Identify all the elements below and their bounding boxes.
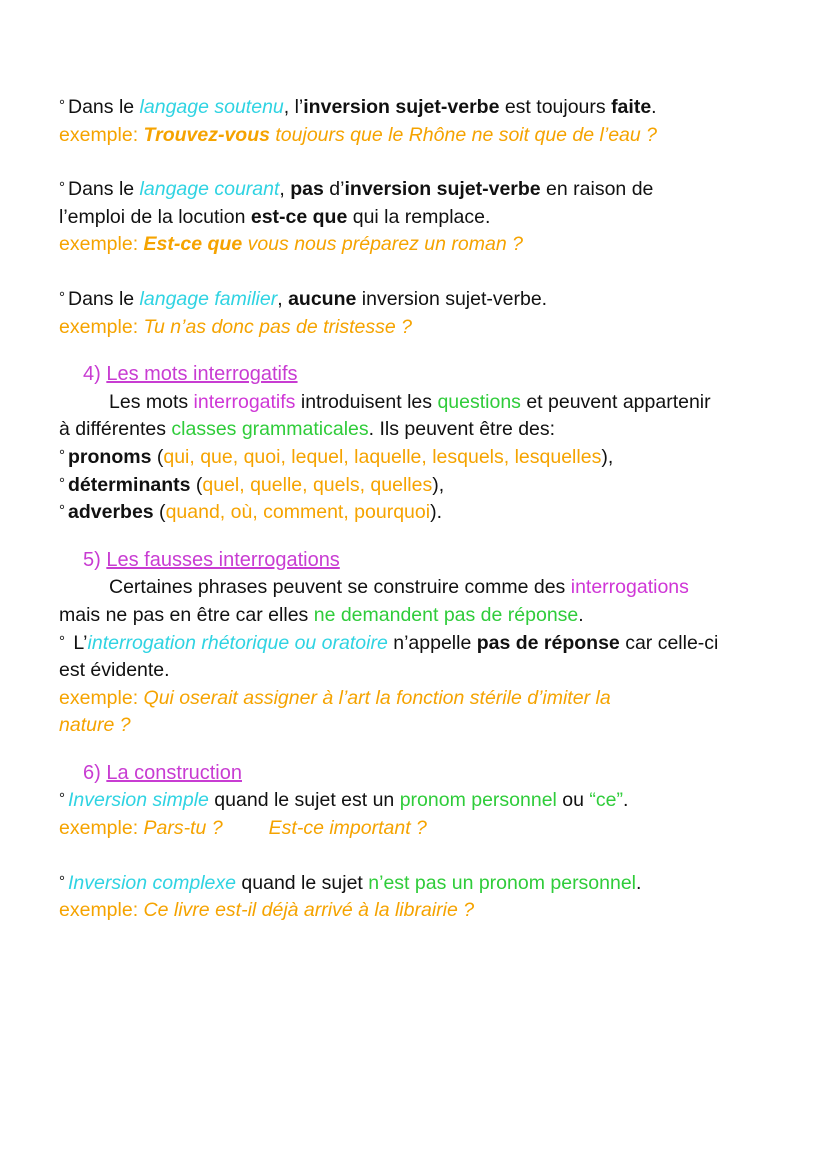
simple-inversion-rule: ° Inversion simple quand le sujet est un pronom personnel ou “ce”. [59,789,629,812]
section-4-heading: 4) Les mots interrogatifs [83,363,298,386]
list-item: ° pronoms (qui, que, quoi, lequel, laquelle, lesquels, lesquelles), [59,445,614,468]
bullet-mark: ° [59,502,65,520]
courant-example: exemple: Est-ce que vous nous préparez un roman ? [59,233,523,256]
simple-inversion-example: exemple: Pars-tu ? Est-ce important ? [59,817,427,840]
bullet-mark: ° [59,632,65,650]
section-5-example: exemple: Qui oserait assigner à l’art la fonction stérile d’imiter la [59,686,611,709]
bullet-mark: ° [59,288,65,306]
soutenu-rule: ° Dans le langage soutenu, l’inversion sujet-verbe est toujours faite. [59,96,657,118]
bullet-mark: ° [59,790,65,808]
section-6-heading: 6) La construction [83,761,242,784]
section-5-paragraph: Certaines phrases peuvent se construire comme des interrogations [109,576,689,599]
section-4-paragraph: Les mots interrogatifs introduisent les questions et peuvent appartenir [109,390,711,413]
bullet-mark: ° [59,179,65,197]
document-page [59,94,779,925]
section-5-heading: 5) Les fausses interrogations [83,548,340,571]
list-item: ° déterminants (quel, quelle, quels, quelles), [59,473,445,496]
bullet-mark: ° [59,446,65,464]
courant-rule-cont: l’emploi de la locution est-ce que qui la remplace. [59,205,491,228]
rhetorical-rule-cont: est évidente. [59,659,170,682]
list-item: ° adverbes (quand, où, comment, pourquoi). [59,501,442,524]
complex-inversion-rule: ° Inversion complexe quand le sujet n’est pas un pronom personnel. [59,871,642,894]
rhetorical-rule: ° L’interrogation rhétorique ou oratoire n’appelle pas de réponse car celle-ci [59,631,719,654]
bullet-mark: ° [59,474,65,492]
bullet-mark: ° [59,872,65,890]
section-5-example-cont: nature ? [59,714,131,737]
complex-inversion-example: exemple: Ce livre est-il déjà arrivé à la librairie ? [59,899,475,922]
register-name: langage courant [139,178,280,201]
courant-rule: ° Dans le langage courant, pas d’inversion sujet-verbe en raison de [59,178,654,201]
register-name: langage soutenu [139,96,284,118]
section-4-title: Les mots interrogatifs [106,363,298,386]
section-5-title: Les fausses interrogations [106,548,340,571]
familier-rule: ° Dans le langage familier, aucune inversion sujet-verbe. [59,287,548,310]
section-4-paragraph-cont: à différentes classes grammaticales. Ils peuvent être des: [59,418,556,441]
familier-example: exemple: Tu n’as donc pas de tristesse ? [59,315,412,338]
register-name: langage familier [139,287,278,310]
soutenu-example: exemple: Trouvez-vous toujours que le Rhône ne soit que de l’eau ? [59,123,657,146]
section-6-title: La construction [106,761,242,784]
bullet-mark: ° [59,97,65,114]
section-5-paragraph-cont: mais ne pas en être car elles ne demandent pas de réponse. [59,603,584,626]
